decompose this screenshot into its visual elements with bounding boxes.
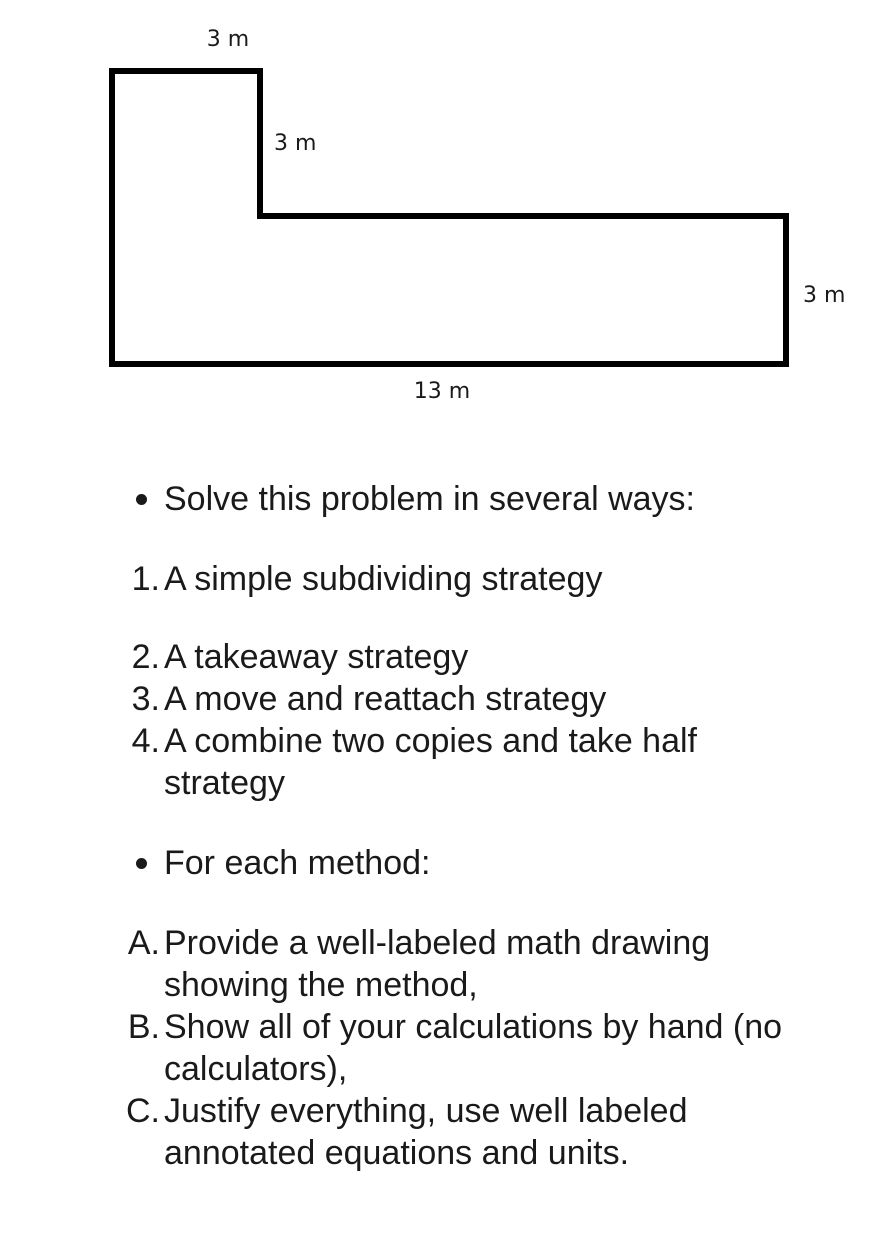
- strategy-marker: 3.: [131, 680, 160, 718]
- requirement-marker: B.: [127, 1008, 160, 1046]
- requirement-marker: C.: [126, 1092, 160, 1130]
- strategy-text: A combine two copies and take half strategy: [164, 722, 697, 802]
- strategy-text: A simple subdividing strategy: [164, 560, 603, 598]
- requirement-item: [120, 1006, 884, 1090]
- requirement-item: [120, 922, 784, 1006]
- strategy-item: [120, 720, 764, 804]
- bullet-solve: [120, 478, 860, 520]
- inner-height-label: 3 m: [274, 131, 317, 156]
- bullet-icon: [136, 494, 147, 505]
- requirement-marker: A.: [127, 924, 160, 962]
- strategy-marker: 2.: [131, 638, 160, 676]
- top-width-label: 3 m: [206, 27, 250, 52]
- bullet-solve-text: Solve this problem in several ways:: [164, 480, 696, 518]
- strategy-item: [120, 558, 860, 600]
- bottom-width-label: 13 m: [413, 379, 471, 404]
- bullet-each-method-text: For each method:: [164, 844, 431, 882]
- strategy-text: A takeaway strategy: [164, 638, 469, 676]
- requirement-text: Justify everything, use well labeled annotated equations and units.: [164, 1092, 688, 1172]
- l-shape-figure: [0, 0, 888, 440]
- right-height-label: 3 m: [803, 283, 846, 308]
- bullet-icon: [136, 858, 147, 869]
- l-shape-outline: [112, 71, 786, 364]
- strategy-text: A move and reattach strategy: [164, 680, 607, 718]
- strategy-item: [120, 636, 860, 678]
- requirement-item: [120, 1090, 784, 1174]
- bullet-each-method: [120, 842, 860, 884]
- requirement-text: Provide a well-labeled math drawing showing the method,: [164, 924, 711, 1004]
- requirement-text: Show all of your calculations by hand (no calculators),: [164, 1008, 783, 1088]
- strategy-marker: 1.: [131, 560, 160, 598]
- strategy-marker: 4.: [131, 722, 160, 760]
- instructions: [120, 478, 860, 1174]
- strategy-item: [120, 678, 860, 720]
